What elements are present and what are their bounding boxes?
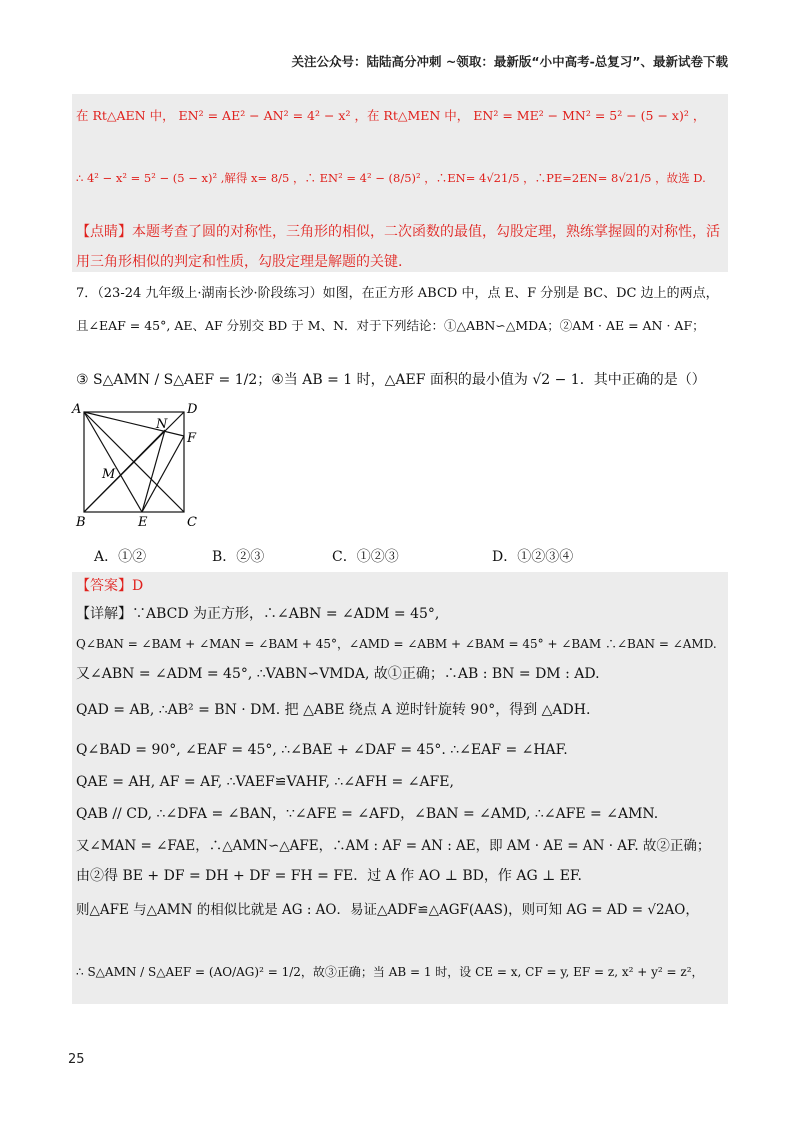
label-m: M bbox=[102, 467, 116, 482]
label-b: B bbox=[76, 515, 86, 528]
option-d: D．①②③④ bbox=[492, 549, 574, 565]
square-figure bbox=[70, 402, 200, 528]
detail-line-1: 【详解】∵ABCD 为正方形，∴∠ABN = ∠ADM = 45°, bbox=[76, 606, 440, 622]
label-f: F bbox=[187, 431, 197, 446]
option-a: A．①② bbox=[94, 549, 147, 565]
question-line-3: ③ S△AMN / S△AEF = 1/2；④当 AB = 1 时，△AEF 面积的最小值为 √2 − 1．其中正确的是（） bbox=[76, 372, 706, 388]
line-bn bbox=[84, 430, 165, 512]
detail-line-8: 又∠MAN = ∠FAE，∴△AMN∽△AFE，∴AM : AF = AN : AE，即 AM · AE = AN · AF. 故②正确； bbox=[76, 838, 711, 854]
note-line-1: 【点睛】本题考查了圆的对称性，三角形的相似，二次函数的最值，勾股定理，熟练掌握圆的对称性，活 bbox=[76, 224, 720, 240]
detail-line-2: Q∠BAN = ∠BAM + ∠MAN = ∠BAM + 45°，∠AMD = ∠ABM + ∠BAM = 45° + ∠BAM ∴∠BAN = ∠AMD. bbox=[76, 637, 717, 651]
solution-line-1: 在 Rt△AEN 中， EN² = AE² − AN² = 4² − x² ，在 Rt△MEN 中， EN² = ME² − MN² = 5² − (5 − x)² ， bbox=[76, 108, 706, 123]
detail-line-4: QAD = AB, ∴AB² = BN · DM. 把 △ABE 绕点 A 逆时针旋转 90°，得到 △ADH. bbox=[76, 702, 591, 718]
page-number: 25 bbox=[68, 1052, 85, 1067]
label-n: N bbox=[156, 417, 168, 432]
page-header: 关注公众号：陆陆高分冲刺 ~领取：最新版“小中高考-总复习”、最新试卷下载 bbox=[291, 54, 728, 69]
label-d: D bbox=[187, 402, 198, 417]
answer-tag: 【答案】D bbox=[76, 578, 144, 594]
detail-line-10: 则△AFE 与△AMN 的相似比就是 AG : AO．易证△ADF≌△AGF(AAS)，则可知 AG = AD = √2AO， bbox=[76, 902, 699, 918]
label-c: C bbox=[187, 515, 197, 528]
detail-line-7: QAB // CD, ∴∠DFA = ∠BAN，∵∠AFE = ∠AFD，∠BAN = ∠AMD, ∴∠AFE = ∠AMN. bbox=[76, 806, 659, 822]
detail-line-6: QAE = AH, AF = AF, ∴VAEF≌VAHF, ∴∠AFH = ∠AFE, bbox=[76, 774, 454, 790]
option-b: B．②③ bbox=[212, 549, 265, 565]
solution-line-2: ∴ 4² − x² = 5² − (5 − x)² ,解得 x= 8/5 ，∴ EN² = 4² − (8/5)² ，∴EN= 4√21/5 ，∴PE=2EN= 8√21/5 ，故选 D. bbox=[76, 171, 706, 185]
detail-line-3: 又∠ABN = ∠ADM = 45°, ∴VABN∽VMDA, 故①正确；∴AB : BN = DM : AD. bbox=[76, 666, 600, 682]
note-line-2: 用三角形相似的判定和性质，勾股定理是解题的关键. bbox=[76, 254, 403, 270]
line-af bbox=[84, 412, 184, 436]
detail-line-11: ∴ S△AMN / S△AEF = (AO/AG)² = 1/2，故③正确；当 AB = 1 时，设 CE = x, CF = y, EF = z, x² + y² = z²， bbox=[76, 965, 704, 979]
detail-line-9: 由②得 BE + DF = DH + DF = FH = FE．过 A 作 AO ⊥ BD，作 AG ⊥ EF. bbox=[76, 868, 582, 884]
question-line-1: 7．（23-24 九年级上·湖南长沙·阶段练习）如图，在正方形 ABCD 中，点 E、F 分别是 BC、DC 边上的两点， bbox=[76, 286, 719, 301]
option-c: C．①②③ bbox=[332, 549, 399, 565]
label-e: E bbox=[138, 515, 148, 528]
question-line-2: 且∠EAF = 45°, AE、AF 分别交 BD 于 M、N．对于下列结论：①△ABN∽△MDA；②AM · AE = AN · AF； bbox=[76, 318, 705, 333]
detail-line-5: Q∠BAD = 90°, ∠EAF = 45°, ∴∠BAE + ∠DAF = 45°. ∴∠EAF = ∠HAF. bbox=[76, 742, 568, 758]
label-a: A bbox=[72, 402, 82, 417]
